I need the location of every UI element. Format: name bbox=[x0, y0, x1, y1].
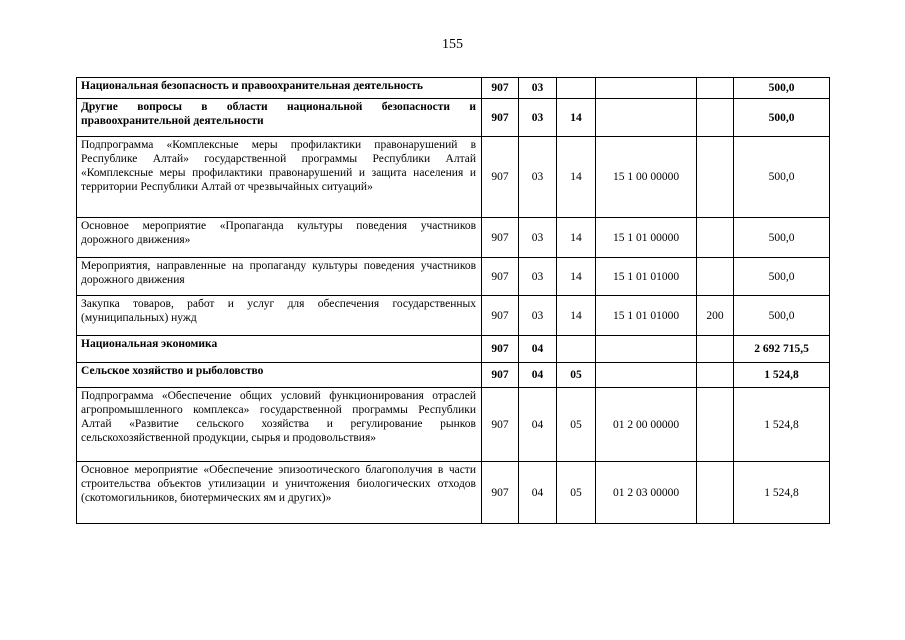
row-sum: 500,0 bbox=[734, 258, 830, 296]
row-csr bbox=[596, 99, 697, 137]
row-sum: 1 524,8 bbox=[734, 462, 830, 524]
row-sum: 500,0 bbox=[734, 218, 830, 258]
budget-table bbox=[76, 77, 830, 524]
row-pr bbox=[557, 336, 596, 363]
row-vr bbox=[697, 137, 734, 218]
row-name: Национальная безопасность и правоохранительная деятельность bbox=[77, 78, 482, 99]
table-row bbox=[77, 258, 830, 296]
row-csr: 01 2 00 00000 bbox=[596, 388, 697, 462]
row-csr bbox=[596, 78, 697, 99]
row-pr: 14 bbox=[557, 218, 596, 258]
row-csr: 15 1 01 01000 bbox=[596, 258, 697, 296]
table-row bbox=[77, 336, 830, 363]
table-row bbox=[77, 296, 830, 336]
row-sum: 500,0 bbox=[734, 296, 830, 336]
row-ved: 907 bbox=[482, 296, 519, 336]
row-rz: 04 bbox=[519, 336, 557, 363]
row-vr bbox=[697, 258, 734, 296]
row-rz: 03 bbox=[519, 137, 557, 218]
row-rz: 03 bbox=[519, 258, 557, 296]
row-csr: 15 1 00 00000 bbox=[596, 137, 697, 218]
table-row bbox=[77, 218, 830, 258]
table-row bbox=[77, 363, 830, 388]
row-pr: 14 bbox=[557, 296, 596, 336]
row-name: Подпрограмма «Комплексные меры профилактики правонарушений в Республике Алтай» государственной программы Республики Алтай «Комплексные меры профилактики правонарушений и защита населения и территории Республики Алтай от чрезвычайных ситуаций» bbox=[77, 137, 482, 218]
row-sum: 500,0 bbox=[734, 137, 830, 218]
row-name: Подпрограмма «Обеспечение общих условий функционирования отраслей агропромышленного комплекса» государственной программы Республики Алтай «Развитие сельского хозяйства и регулирование рынков сельскохозяйственной продукции, сырья и продовольствия» bbox=[77, 388, 482, 462]
row-sum: 2 692 715,5 bbox=[734, 336, 830, 363]
table-row bbox=[77, 78, 830, 99]
row-pr: 05 bbox=[557, 363, 596, 388]
table-row bbox=[77, 137, 830, 218]
row-ved: 907 bbox=[482, 336, 519, 363]
row-ved: 907 bbox=[482, 137, 519, 218]
row-rz: 04 bbox=[519, 388, 557, 462]
page-number: 155 bbox=[442, 37, 463, 52]
row-name: Основное мероприятие «Пропаганда культуры поведения участников дорожного движения» bbox=[77, 218, 482, 258]
row-pr: 14 bbox=[557, 258, 596, 296]
row-pr: 05 bbox=[557, 462, 596, 524]
row-ved: 907 bbox=[482, 388, 519, 462]
row-vr bbox=[697, 462, 734, 524]
row-csr: 15 1 01 00000 bbox=[596, 218, 697, 258]
row-vr bbox=[697, 363, 734, 388]
row-pr: 14 bbox=[557, 137, 596, 218]
row-rz: 03 bbox=[519, 218, 557, 258]
row-csr bbox=[596, 363, 697, 388]
row-csr: 15 1 01 01000 bbox=[596, 296, 697, 336]
row-rz: 03 bbox=[519, 78, 557, 99]
row-name: Сельское хозяйство и рыболовство bbox=[77, 363, 482, 388]
row-pr: 14 bbox=[557, 99, 596, 137]
row-vr bbox=[697, 388, 734, 462]
row-sum: 500,0 bbox=[734, 99, 830, 137]
row-vr bbox=[697, 78, 734, 99]
table-row bbox=[77, 388, 830, 462]
row-name: Основное мероприятие «Обеспечение эпизоотического благополучия в части строительства объектов утилизации и уничтожения биологических отходов (скотомогильников, биотермических ям и других)» bbox=[77, 462, 482, 524]
row-rz: 03 bbox=[519, 99, 557, 137]
row-csr bbox=[596, 336, 697, 363]
table-row bbox=[77, 99, 830, 137]
row-ved: 907 bbox=[482, 99, 519, 137]
row-name: Национальная экономика bbox=[77, 336, 482, 363]
row-name: Мероприятия, направленные на пропаганду культуры поведения участников дорожного движения bbox=[77, 258, 482, 296]
row-rz: 03 bbox=[519, 296, 557, 336]
row-name: Закупка товаров, работ и услуг для обеспечения государственных (муниципальных) нужд bbox=[77, 296, 482, 336]
row-name: Другие вопросы в области национальной безопасности и правоохранительной деятельности bbox=[77, 99, 482, 137]
row-sum: 500,0 bbox=[734, 78, 830, 99]
row-ved: 907 bbox=[482, 218, 519, 258]
row-ved: 907 bbox=[482, 363, 519, 388]
row-csr: 01 2 03 00000 bbox=[596, 462, 697, 524]
row-sum: 1 524,8 bbox=[734, 363, 830, 388]
table-row bbox=[77, 462, 830, 524]
row-rz: 04 bbox=[519, 462, 557, 524]
row-ved: 907 bbox=[482, 78, 519, 99]
row-pr: 05 bbox=[557, 388, 596, 462]
row-pr bbox=[557, 78, 596, 99]
row-ved: 907 bbox=[482, 258, 519, 296]
row-sum: 1 524,8 bbox=[734, 388, 830, 462]
row-vr bbox=[697, 218, 734, 258]
row-vr bbox=[697, 99, 734, 137]
row-ved: 907 bbox=[482, 462, 519, 524]
row-vr bbox=[697, 336, 734, 363]
row-vr: 200 bbox=[697, 296, 734, 336]
row-rz: 04 bbox=[519, 363, 557, 388]
